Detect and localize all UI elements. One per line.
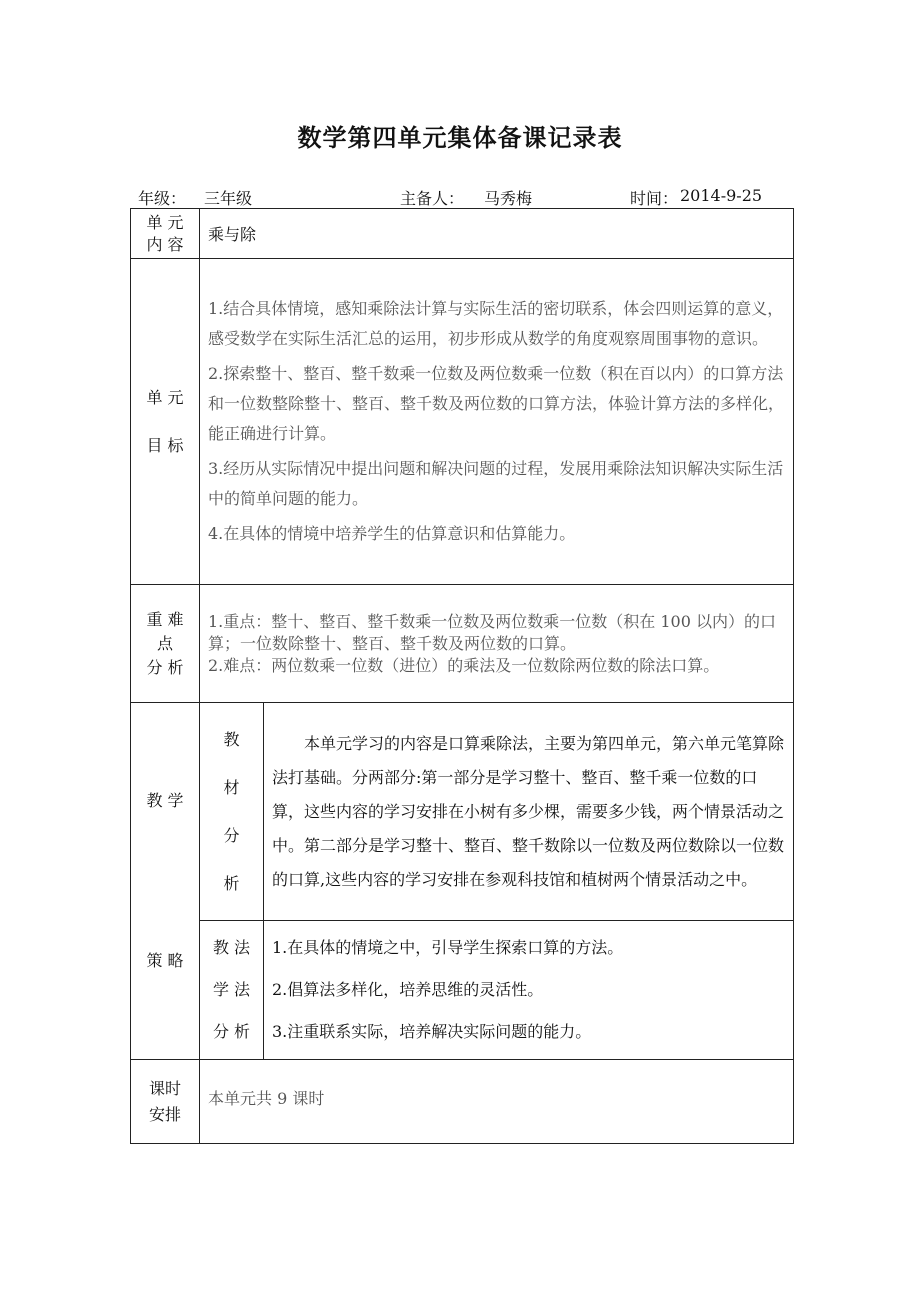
goal-item-1: 1.结合具体情境，感知乘除法计算与实际生活的密切联系，体会四则运算的意义，感受数学在实际生活汇总的运用，初步形成从数学的角度观察周围事物的意识。 <box>208 299 784 348</box>
row-unit-content <box>131 209 794 259</box>
method-item-1: 1.在具体的情境之中，引导学生探索口算的方法。 <box>272 938 624 957</box>
time-label: 时间： <box>630 189 679 208</box>
material-analysis-label: 教 材 分 析 <box>200 703 264 921</box>
method-analysis-content <box>264 921 794 1060</box>
page-title: 数学第四单元集体备课记录表 <box>297 123 623 152</box>
goal-item-4: 4.在具体的情境中培养学生的估算意识和估算能力。 <box>208 524 576 543</box>
row-material-analysis <box>131 703 794 921</box>
preparer-value: 马秀梅 <box>484 189 533 208</box>
grade-value: 三年级 <box>204 189 253 208</box>
material-analysis-content: 本单元学习的内容是口算乘除法，主要为第四单元，第六单元笔算除法打基础。分两部分:第一部分是学习整十、整百、整千乘一位数的口算，这些内容的学习安排在小树有多少棵，需要多少钱，两个情景活动之中。第二部分是学习整十、整百、整千数除以一位数及两位数除以一位数的口算,这些内容的学习安排在参观科技馆和植树两个情景活动之中。 <box>264 703 794 921</box>
key-point-1: 1.重点：整十、整百、整千数乘一位数及两位数乘一位数（积在 100 以内）的口算；一位数除整十、整百、整千数及两位数的口算。 <box>208 611 776 653</box>
schedule-label: 课时 安排 <box>131 1060 200 1144</box>
preparer-label: 主备人： <box>400 189 465 208</box>
unit-content-label: 单 元 内 容 <box>131 209 200 259</box>
lesson-plan-table <box>130 208 794 1144</box>
goal-item-2: 2.探索整十、整百、整千数乘一位数及两位数乘一位数（积在百以内）的口算方法和一位数整除整十、整百、整千数及两位数的口算方法，体验计算方法的多样化，能正确进行计算。 <box>208 364 785 443</box>
key-points-content <box>200 585 794 703</box>
grade-label: 年级： <box>138 189 187 208</box>
key-point-2: 2.难点：两位数乘一位数（进位）的乘法及一位数除两位数的除法口算。 <box>208 655 720 675</box>
header-meta <box>138 186 798 208</box>
schedule-value: 本单元共 9 课时 <box>200 1060 794 1144</box>
method-item-2: 2.倡算法多样化，培养思维的灵活性。 <box>272 980 544 999</box>
row-schedule <box>131 1060 794 1144</box>
key-points-label: 重 难 点 分 析 <box>131 585 200 703</box>
row-key-points <box>131 585 794 703</box>
strategy-label: 教 学 策 略 <box>131 703 200 1060</box>
method-analysis-label: 教 法 学 法 分 析 <box>200 921 264 1060</box>
unit-goals-label: 单 元 目 标 <box>131 259 200 585</box>
unit-goals-content <box>200 259 794 585</box>
row-method-analysis <box>131 921 794 1060</box>
unit-content-value: 乘与除 <box>200 209 794 259</box>
goal-item-3: 3.经历从实际情况中提出问题和解决问题的过程，发展用乘除法知识解决实际生活中的简单问题的能力。 <box>208 459 784 508</box>
method-item-3: 3.注重联系实际，培养解决实际问题的能力。 <box>272 1022 592 1041</box>
time-value: 2014-9-25 <box>680 186 763 205</box>
row-unit-goals <box>131 259 794 585</box>
